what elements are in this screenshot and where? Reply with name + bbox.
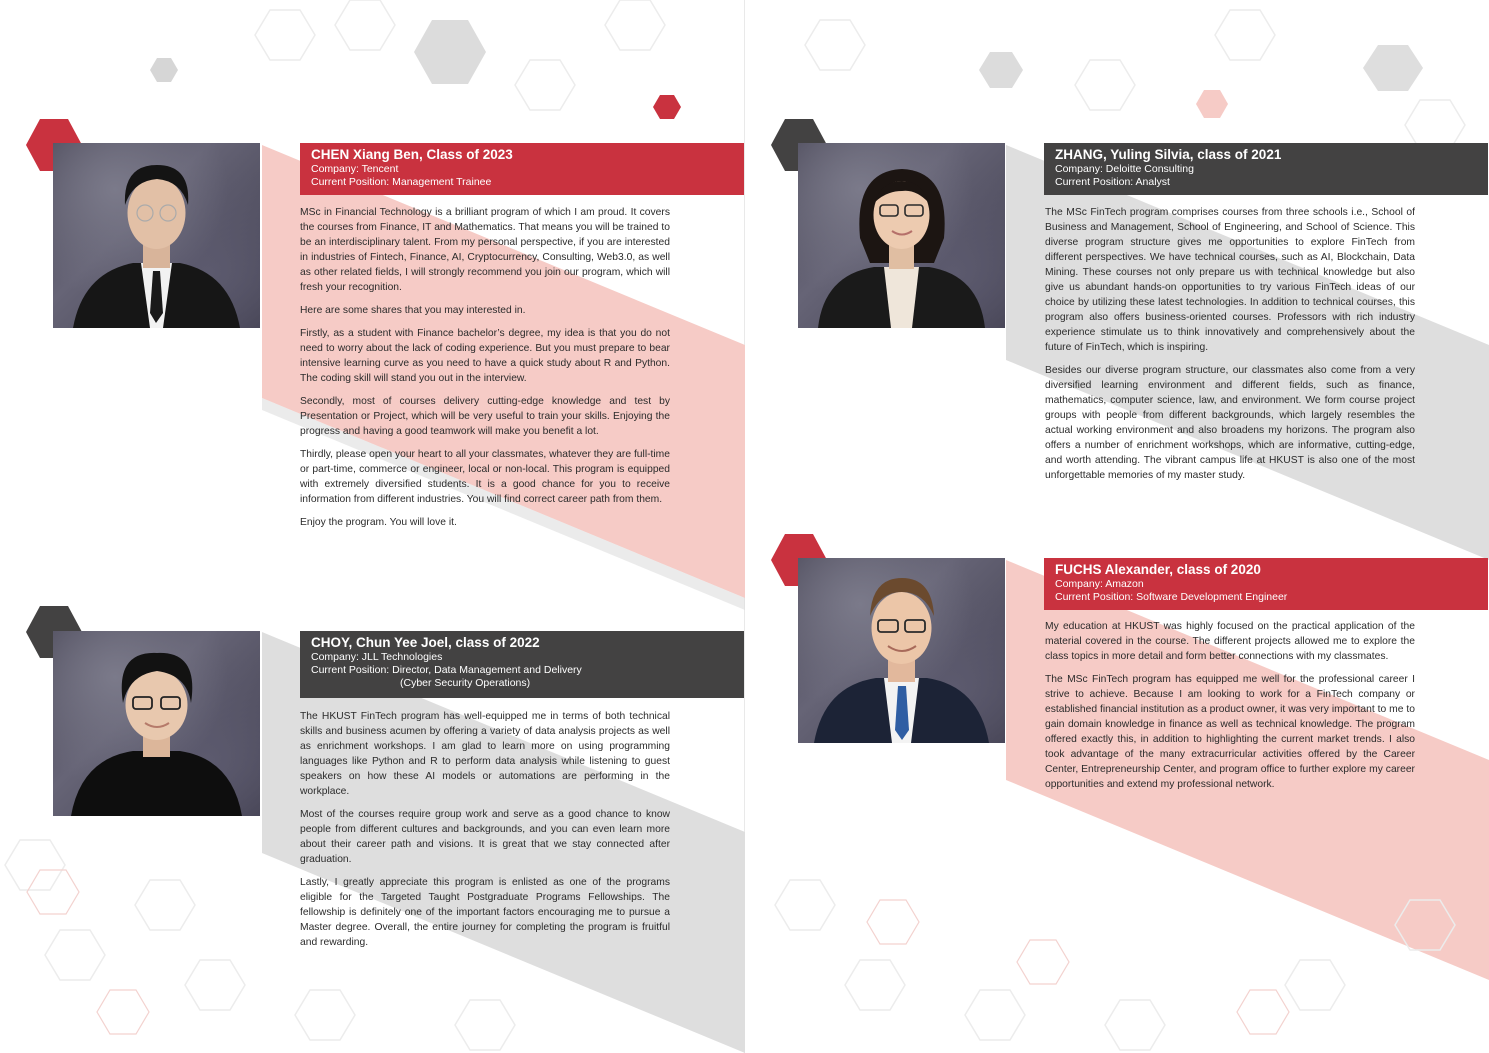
testimonial-fuchs: [1045, 619, 1415, 800]
portrait-photo-zhang: [798, 143, 1005, 328]
profile-name: CHEN Xiang Ben, Class of 2023: [311, 147, 513, 162]
profile-name: ZHANG, Yuling Silvia, class of 2021: [1055, 147, 1282, 162]
paragraph: My education at HKUST was highly focused on the practical application of the material covered in the course. The different projects allowed me to explore the class topics in more detail and form better connections with my classmates.: [1045, 621, 1415, 662]
profile-position: Current Position: Director, Data Management and Delivery: [311, 664, 582, 676]
paragraph: The MSc FinTech program comprises courses from three schools i.e., School of Business and Management, School of Engineering, and School of Science. This diverse program structure gives me opportunities to explore FinTech from different perspectives. We have technical courses, such as AI, Blockchain, Data Mining. These courses not only prepare us with technical knowledge but also give us abundant hands-on opportunities to try various FinTech ideas of our choice by utilizing these latest technologies. In addition to technical courses, this program also offers business-oriented courses. Professors with rich industry experience stimulate us to think innovatively and comprehensively about the future of FinTech, which is inspiring.: [1045, 207, 1415, 353]
paragraph: Most of the courses require group work and serve as a good chance to know people from different cultures and backgrounds, and you can even learn more about their career path and visions. It is great that we stay connected after graduation.: [300, 809, 670, 865]
profile-position: Current Position: Management Trainee: [311, 176, 492, 188]
profile-company: Company: Amazon: [1055, 578, 1144, 590]
portrait-illustration: [798, 143, 1005, 328]
paragraph: Enjoy the program. You will love it.: [300, 517, 457, 528]
testimonial-chen: [300, 205, 670, 538]
profile-name: CHOY, Chun Yee Joel, class of 2022: [311, 635, 540, 650]
testimonial-zhang: [1045, 205, 1415, 491]
paragraph: Lastly, I greatly appreciate this program is enlisted as one of the programs eligible for the Targeted Taught Postgraduate Programs Fellowships. The fellowship is definitely one of the important factors encouraging me to pursue a Master degree. Overall, the entire journey for completing the program is fruitful and rewarding.: [300, 877, 670, 948]
profile-position: Current Position: Analyst: [1055, 176, 1170, 188]
paragraph: Besides our diverse program structure, our classmates also come from a very diversified learning environment and different fields, such as finance, mathematics, computer science, law, and environment. We form course project groups with people from different backgrounds, which largely resembles the actual working environment and also broadens my horizons. The program also offers a number of enrichment workshops, which are informative, cutting-edge, and worth attending. The vibrant campus life at HKUST is also one of the most unforgettable memories of my master study.: [1045, 365, 1415, 481]
testimonial-choy: [300, 709, 670, 958]
profile-header-zhang: [1044, 143, 1488, 195]
profile-header-choy: [300, 631, 744, 698]
profile-company: Company: Deloitte Consulting: [1055, 163, 1194, 175]
paragraph: Firstly, as a student with Finance bachelor’s degree, my idea is that you do not need to worry about the lack of coding experience. But you must prepare to bear intensive learning curve as you need to have a quick study about R and Python. The coding skill will stand you out in the interview.: [300, 328, 670, 384]
profile-header-chen: [300, 143, 744, 195]
profile-header-fuchs: [1044, 558, 1488, 610]
paragraph: Thirdly, please open your heart to all your classmates, whatever they are full-time or part-time, commerce or engineer, local or non-local. This program is equipped with extremely diversified students. It is a good chance for you to receive information from different industries. You will find correct career path from them.: [300, 449, 670, 505]
profile-name: FUCHS Alexander, class of 2020: [1055, 562, 1261, 577]
paragraph: Here are some shares that you may interested in.: [300, 305, 526, 316]
portrait-photo-fuchs: [798, 558, 1005, 743]
paragraph: Secondly, most of courses delivery cutting-edge knowledge and test by Presentation or Project, which will be very useful to train your skills. Enjoying the progress and having a good teamwork will make you benefit a lot.: [300, 396, 670, 437]
portrait-photo-chen: [53, 143, 260, 328]
portrait-illustration: [53, 143, 260, 328]
profile-position: Current Position: Software Development Engineer: [1055, 591, 1288, 603]
profile-company: Company: Tencent: [311, 163, 399, 175]
portrait-illustration: [53, 631, 260, 816]
paragraph: The HKUST FinTech program has well-equipped me in terms of both technical skills and business acumen by offering a variety of data analysis projects as well as enrichment workshops. I am glad to learn more on using programming languages like Python and R to perform data analysis while listening to guest speakers on how these AI models or automations are performing in the workplace.: [300, 711, 670, 797]
profile-position-cont: (Cyber Security Operations): [400, 677, 531, 689]
portrait-photo-choy: [53, 631, 260, 816]
paragraph: The MSc FinTech program has equipped me well for the professional career I strive to achieve. Because I am looking to work for a FinTech company or established financial institution as a product owner, it was very important to me to gain domain knowledge in finance as well as technical knowledge. The program offered exactly this, in addition to highlighting the current market trends. I also took advantage of the many extracurricular activities offered by the Career Center, Entrepreneurship Center, and program office to further explore my career opportunities and extend my professional network.: [1045, 674, 1415, 790]
portrait-illustration: [798, 558, 1005, 743]
profile-company: Company: JLL Technologies: [311, 651, 443, 663]
paragraph: MSc in Financial Technology is a brilliant program of which I am proud. It covers the courses from Finance, IT and Mathematics. That means you will be trained to be an interdisciplinary talent. From my personal perspective, if you are interested in industries of Fintech, Finance, AI, Cryptocurrency, Consulting, Web3.0, as well as other related fields, I will strongly recommend you join our program, which will fresh your recognition.: [300, 207, 670, 293]
